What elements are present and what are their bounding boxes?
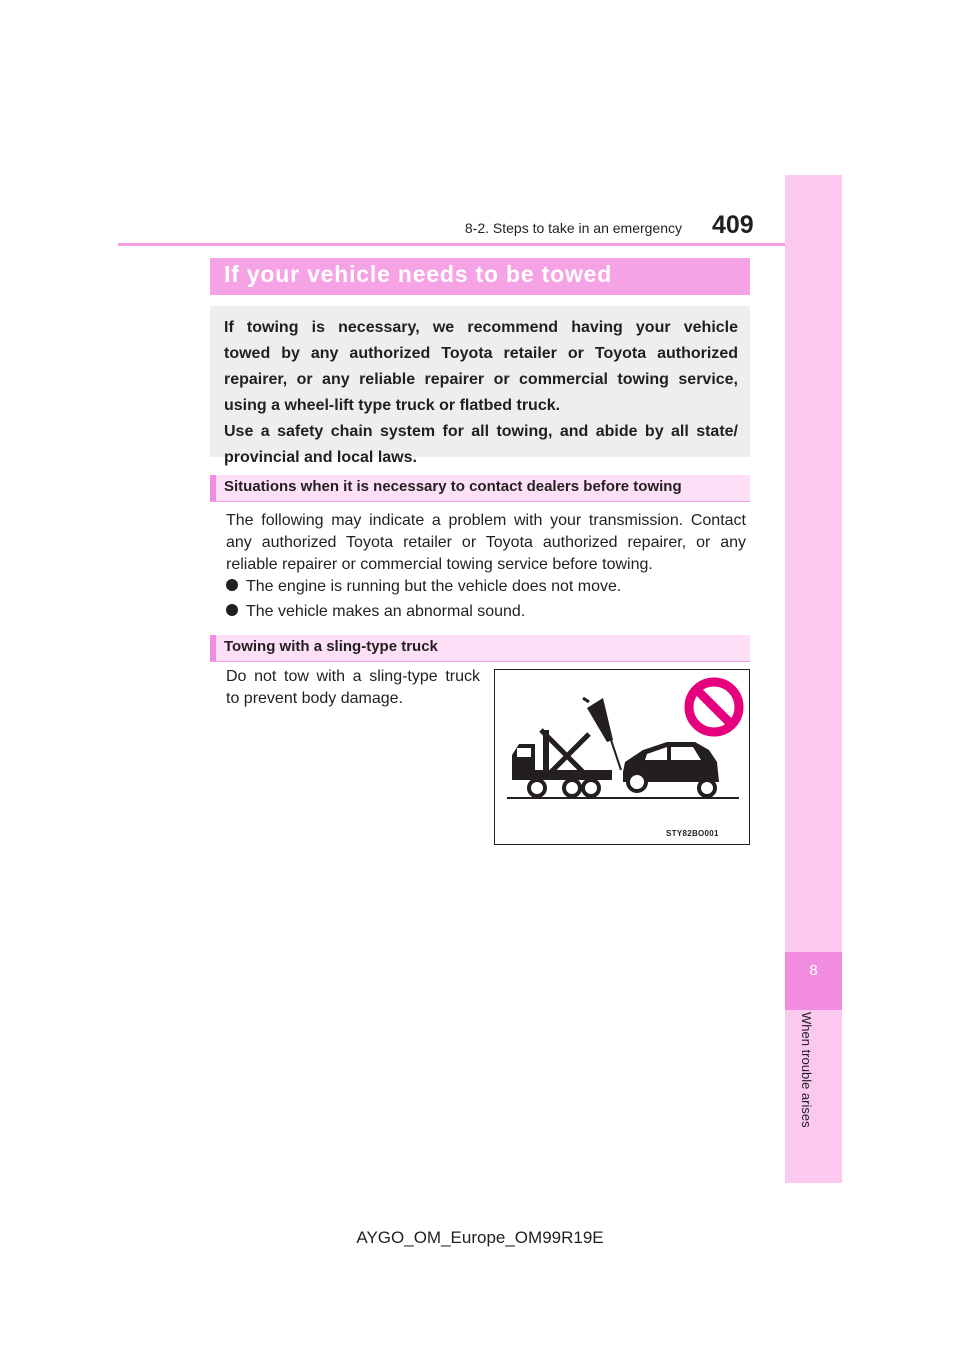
paragraph-line: Do not tow with a sling-type truck [226,668,480,685]
intro-line: repairer, or any reliable repairer or commercial towing service, [224,371,738,388]
header-rule [118,243,785,246]
sling-truck-illustration [494,669,750,845]
bullet-text: The engine is running but the vehicle does not move. [246,578,622,595]
bullet-item [226,576,621,598]
paragraph-line: to prevent body damage. [226,690,404,707]
section-heading-text: Towing with a sling-type truck [224,638,438,655]
chapter-number-tab [785,952,842,1010]
paragraph-line: The following may indicate a problem with your transmission. Contact [226,512,746,529]
bullet-icon [226,579,238,591]
prohibited-icon [689,682,739,732]
page-number: 409 [712,211,754,239]
sling-paragraph [226,666,480,710]
bullet-icon [226,604,238,616]
intro-line: towed by any authorized Toyota retailer or Toyota authorized [224,345,738,362]
bullet-item [226,601,525,623]
chapter-number: 8 [809,962,818,979]
intro-line: using a wheel-lift type truck or flatbed truck. [224,397,561,414]
illustration-svg [495,670,749,844]
page-title-bar [210,258,750,295]
paragraph-line: reliable repairer or commercial towing service before towing. [226,556,653,573]
footer-document-id: AYGO_OM_Europe_OM99R19E [356,1228,604,1247]
heading-accent [210,475,216,501]
page-title: If your vehicle needs to be towed [224,261,613,287]
paragraph-line: any authorized Toyota retailer or Toyota authorized repairer, or any [226,534,746,551]
header-section-title: 8-2. Steps to take in an emergency [464,220,682,236]
chapter-title: When trouble arises [799,1012,814,1128]
heading-accent [210,635,216,661]
dealers-paragraph [226,510,746,576]
tow-truck-icon [512,698,621,796]
bullet-text: The vehicle makes an abnormal sound. [246,603,526,620]
intro-line: Use a safety chain system for all towing, and abide by all state/ [224,423,738,440]
section-heading-dealers [210,475,750,502]
intro-line: If towing is necessary, we recommend having your vehicle [224,319,738,336]
figure-code: STY82BO001 [666,829,719,838]
section-heading-text: Situations when it is necessary to contact dealers before towing [224,478,682,495]
section-heading-sling [210,635,750,662]
intro-box [210,306,750,466]
intro-line: provincial and local laws. [224,449,417,466]
car-icon [623,742,719,796]
chapter-title-vertical [799,1012,824,1172]
